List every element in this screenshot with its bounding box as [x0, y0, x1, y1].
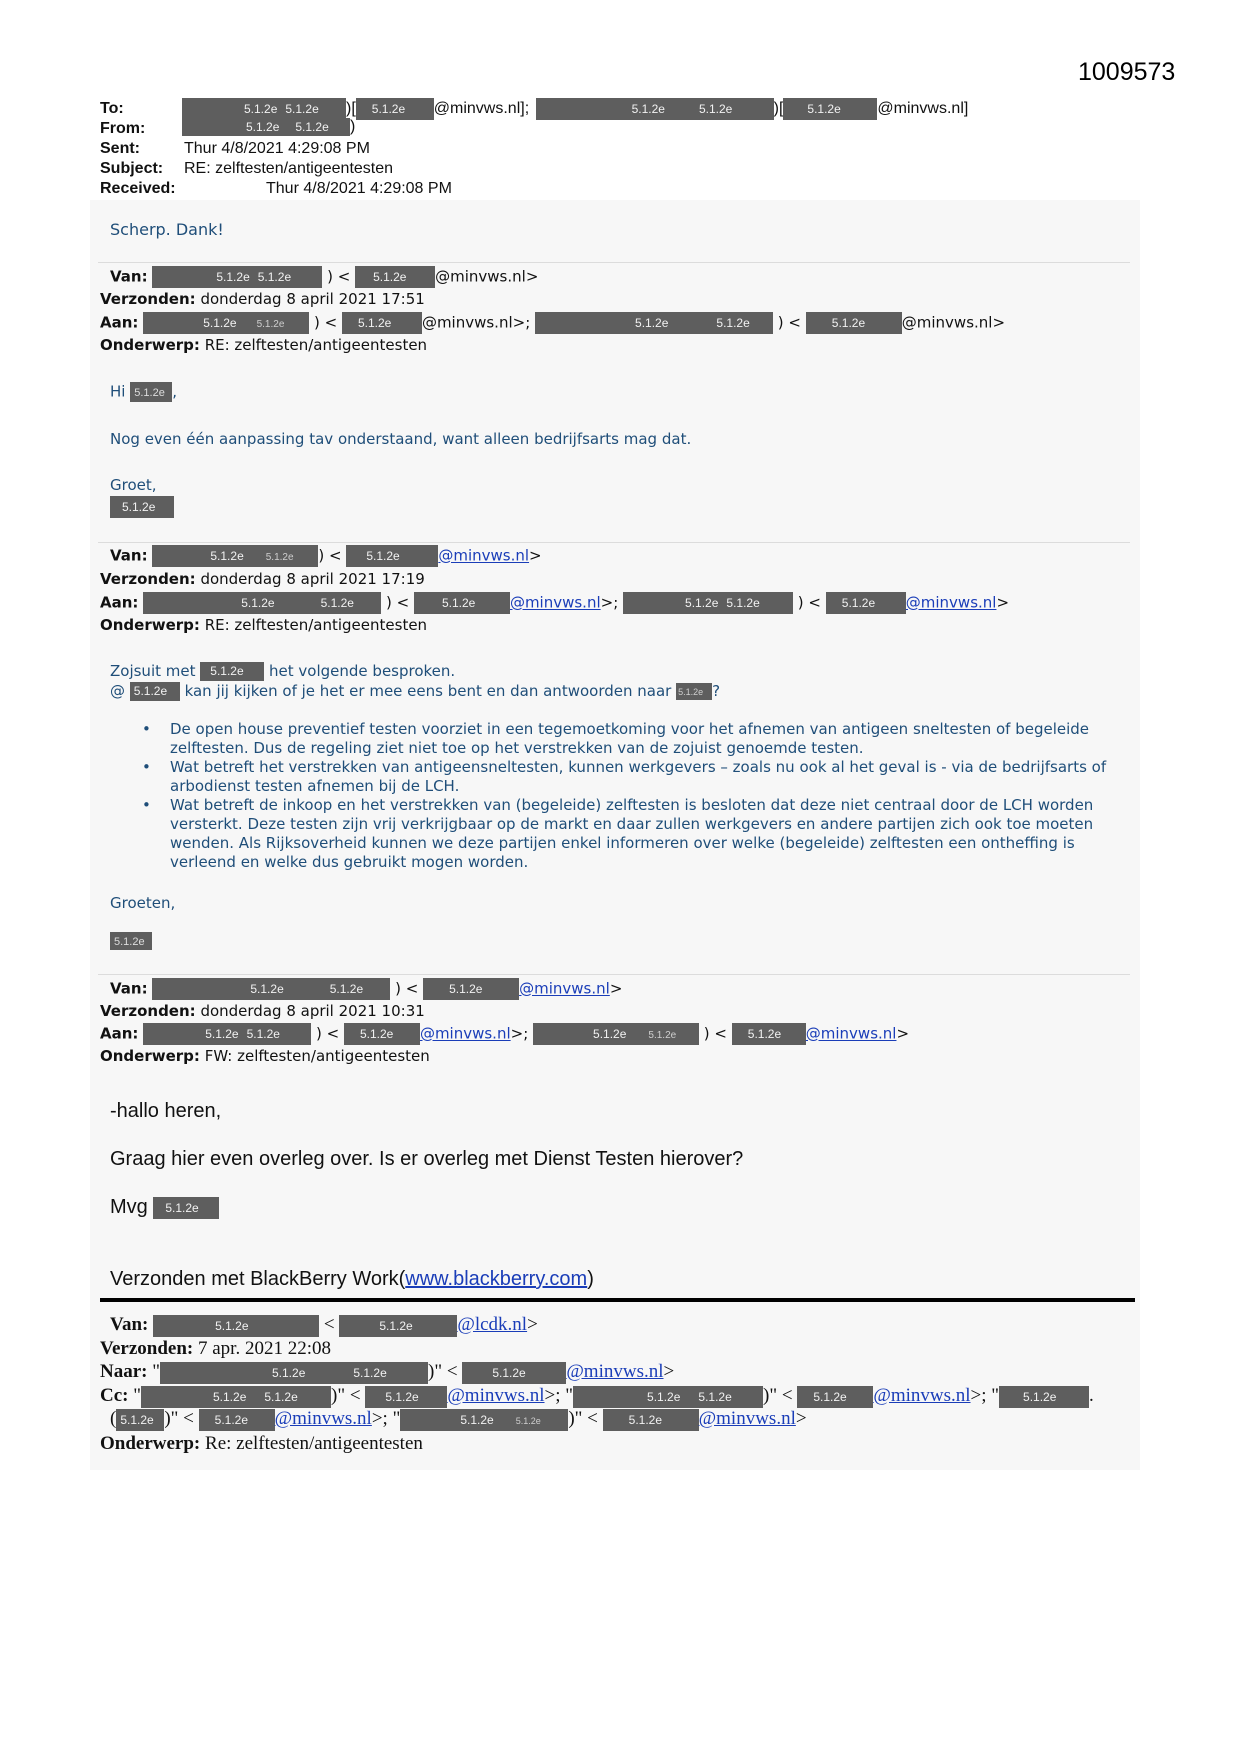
document-id: 1009573 — [1078, 58, 1176, 86]
received-value: Thur 4/8/2021 4:29:08 PM — [266, 180, 452, 197]
subject-value: RE: zelftesten/antigeentesten — [184, 160, 394, 177]
email3-aan-row: Aan: 5.1.2e 5.1.2e ) < 5.1.2e @minvws.nl>; 5.1.2e 5.1.2e ) < 5.1.2e @minvws.nl> — [100, 1023, 909, 1045]
header-from-values: 5.1.2e 5.1.2e ) — [182, 118, 355, 136]
redaction-block: 5.1.2e — [356, 98, 434, 120]
email3-line1: -hallo heren, — [110, 1100, 222, 1122]
email1-onderwerp-row: Onderwerp: RE: zelftesten/antigeentesten — [100, 336, 428, 354]
separator-thick-line — [100, 1298, 1135, 1302]
redaction-block: 5.1.2e 5.1.2e — [143, 1023, 311, 1045]
email-link[interactable]: @lcdk.nl — [457, 1314, 528, 1335]
email1-aan-row: Aan: 5.1.2e 5.1.2e ) < 5.1.2e @minvws.nl>; 5.1.2e 5.1.2e ) < 5.1.2e @minvws.nl> — [100, 312, 1005, 334]
header-to-row — [100, 100, 124, 118]
email4-cc-row-2: ( 5.1.2e )" < 5.1.2e @minvws.nl>; " 5.1.2e 5.1.2e )" < 5.1.2e @minvws.nl> — [110, 1408, 807, 1429]
redaction-block: 5.1.2e — [355, 266, 435, 288]
to-label: To: — [100, 100, 124, 117]
email2-intro2: @ 5.1.2e kan jij kijken of je het er mee eens bent en dan antwoorden naar 5.1.2e ? — [110, 682, 721, 700]
list-item: • De open house preventief testen voorziet in een tegemoetkoming voor het afnemen van antigeen sneltesten of begeleide zelftesten. Dus de regeling ziet niet toe op het verstrekken van de zojuist genoemde testen. — [142, 720, 1090, 757]
email-domain: @minvws.nl]; — [433, 100, 530, 118]
redaction-block: 5.1.2e — [414, 592, 510, 614]
blackberry-link[interactable]: www.blackberry.com — [405, 1268, 588, 1290]
redaction-block: 5.1.2e — [344, 1023, 420, 1045]
email3-mvg: Mvg 5.1.2e — [110, 1196, 219, 1219]
email3-line2: Graag hier even overleg over. Is er overleg met Dienst Testen hierover? — [110, 1148, 744, 1170]
email2-verzonden-row: Verzonden: donderdag 8 april 2021 17:19 — [100, 570, 425, 588]
email4-verzonden-row: Verzonden: 7 apr. 2021 22:08 — [100, 1338, 331, 1359]
separator-line — [98, 542, 1130, 543]
received-label: Received: — [100, 180, 176, 197]
separator-line — [98, 974, 1130, 975]
redaction-block: 5.1.2e — [423, 978, 519, 1000]
email-link[interactable]: @minvws.nl — [566, 1361, 664, 1382]
redaction-block: 5.1.2e 5.1.2e — [536, 98, 774, 120]
redaction-block: 5.1.2e — [130, 382, 172, 402]
redaction-block: 5.1.2e — [603, 1409, 699, 1431]
body-text: Scherp. Dank! — [110, 220, 224, 239]
email-link[interactable]: @minvws.nl — [447, 1385, 545, 1406]
redaction-block: 5.1.2e — [342, 312, 422, 334]
email1-closing: Groet, — [110, 476, 157, 494]
redaction-block: 5.1.2e 5.1.2e — [535, 312, 773, 334]
redaction-block: 5.1.2e — [199, 1409, 275, 1431]
email-link[interactable]: @minvws.nl — [873, 1385, 971, 1406]
redaction-block: 5.1.2e — [130, 682, 180, 701]
redaction-block: 5.1.2e 5.1.2e — [182, 118, 350, 136]
header-subject-row — [100, 160, 163, 178]
redaction-block: 5.1.2e — [339, 1315, 457, 1337]
redaction-block: 5.1.2e — [732, 1023, 806, 1045]
email2-closing: Groeten, — [110, 894, 176, 912]
redaction-block: 5.1.2e 5.1.2e — [533, 1023, 699, 1045]
redaction-block: 5.1.2e 5.1.2e — [143, 312, 309, 334]
redaction-block: 5.1.2e 5.1.2e — [152, 266, 322, 288]
header-sent-row — [100, 140, 140, 158]
email3-sent-with: Verzonden met BlackBerry Work(www.blackberry.com) — [110, 1268, 594, 1290]
redaction-block: 5.1.2e — [797, 1386, 873, 1408]
redaction-block: 5.1.2e 5.1.2e — [182, 98, 346, 120]
email1-van-row: Van: 5.1.2e 5.1.2e ) < 5.1.2e @minvws.nl> — [110, 266, 538, 288]
redaction-block: 5.1.2e 5.1.2e — [623, 592, 793, 614]
redaction-block: 5.1.2e — [110, 932, 152, 950]
email4-naar-row: Naar: " 5.1.2e 5.1.2e )" < 5.1.2e @minvws.nl> — [100, 1361, 675, 1382]
redaction-block: 5.1.2e 5.1.2e — [152, 545, 318, 567]
email1-line1: Nog even één aanpassing tav onderstaand, want alleen bedrijfsarts mag dat. — [110, 430, 692, 448]
redaction-block: 5.1.2e — [365, 1386, 447, 1408]
redaction-block: 5.1.2e 5.1.2e — [143, 592, 381, 614]
redaction-block: 5.1.2e — [462, 1362, 566, 1384]
email-link[interactable]: @minvws.nl — [519, 979, 610, 998]
redaction-block: 5.1.2e 5.1.2e — [141, 1386, 331, 1408]
email2-onderwerp-row: Onderwerp: RE: zelftesten/antigeentesten — [100, 616, 428, 634]
email-link[interactable]: @minvws.nl — [698, 1408, 796, 1429]
redaction-block: 5.1.2e — [153, 1315, 319, 1337]
redaction-block: 5.1.2e 5.1.2e — [573, 1386, 763, 1408]
redaction-block: 5.1.2e 5.1.2e — [152, 978, 390, 1000]
email-domain: @minvws.nl] — [877, 100, 969, 118]
email-link[interactable]: @minvws.nl — [509, 593, 601, 612]
email4-van-row: Van: 5.1.2e < 5.1.2e @lcdk.nl> — [110, 1314, 538, 1335]
sent-value: Thur 4/8/2021 4:29:08 PM — [184, 140, 370, 157]
redaction-block: 5.1.2e — [110, 496, 174, 518]
email-link[interactable]: @minvws.nl — [419, 1024, 511, 1043]
email2-bullet-list — [130, 720, 1130, 872]
email-link[interactable]: @minvws.nl — [905, 593, 997, 612]
redaction-block: 5.1.2e — [676, 683, 712, 700]
email2-signature — [110, 930, 152, 950]
redaction-block: 5.1.2e — [826, 592, 906, 614]
email2-aan-row: Aan: 5.1.2e 5.1.2e ) < 5.1.2e @minvws.nl>; 5.1.2e 5.1.2e ) < 5.1.2e @minvws.nl> — [100, 592, 1009, 614]
email-link[interactable]: @minvws.nl — [274, 1408, 372, 1429]
list-item: • Wat betreft het verstrekken van antigeensneltesten, kunnen werkgevers – zoals nu ook al het geval is - via de bedrijfsarts of arbodienst testen afnemen bij de LCH. — [142, 758, 1107, 795]
email4-cc-row: Cc: " 5.1.2e 5.1.2e )" < 5.1.2e @minvws.nl>; " 5.1.2e 5.1.2e )" < 5.1.2e @minvws.nl>; " 5.1.2e . — [100, 1385, 1094, 1406]
sent-label: Sent: — [100, 140, 140, 157]
redaction-block: 5.1.2e — [346, 545, 438, 567]
redaction-block: 5.1.2e — [153, 1197, 219, 1219]
header-to-values: 5.1.2e 5.1.2e )[ 5.1.2e @minvws.nl]; 5.1.2e 5.1.2e )[ 5.1.2e @minvws.nl] — [182, 98, 968, 120]
redaction-block: 5.1.2e — [783, 98, 877, 120]
email1-verzonden-row: Verzonden: donderdag 8 april 2021 17:51 — [100, 290, 425, 308]
redaction-block: 5.1.2e — [999, 1386, 1089, 1408]
list-item: • Wat betreft de inkoop en het verstrekken van (begeleide) zelftesten is besloten dat deze niet centraal door de LCH worden versterkt. Deze testen zijn vrij verkrijgbaar op de markt en daar zullen werkgevers en andere partijen zich ook toe moeten wenden. Als Rijksoverheid kunnen we deze partijen enkel informeren over welke (begeleide) zelftesten een ontheffing is verleend en welke dus gebruikt mogen worden. — [142, 796, 1094, 871]
separator-line — [98, 262, 1130, 263]
redaction-block: 5.1.2e — [200, 662, 264, 681]
email-link[interactable]: @minvws.nl — [805, 1024, 897, 1043]
redaction-block: 5.1.2e — [116, 1409, 164, 1431]
redaction-block: 5.1.2e 5.1.2e — [400, 1409, 568, 1431]
email3-verzonden-row: Verzonden: donderdag 8 april 2021 10:31 — [100, 1002, 425, 1020]
subject-label: Subject: — [100, 160, 164, 177]
from-label: From: — [100, 120, 146, 137]
email3-van-row: Van: 5.1.2e 5.1.2e ) < 5.1.2e @minvws.nl> — [110, 978, 622, 1000]
email1-signature — [110, 496, 174, 518]
email1-greeting: Hi 5.1.2e , — [110, 382, 178, 401]
header-received-row — [100, 180, 176, 198]
redaction-block: 5.1.2e — [806, 312, 902, 334]
email3-onderwerp-row: Onderwerp: FW: zelftesten/antigeentesten — [100, 1047, 430, 1065]
header-from-row — [100, 120, 145, 138]
redaction-block: 5.1.2e 5.1.2e — [160, 1362, 428, 1384]
email-link[interactable]: @minvws.nl — [438, 546, 530, 565]
email2-van-row: Van: 5.1.2e 5.1.2e ) < 5.1.2e @minvws.nl> — [110, 545, 542, 567]
email2-intro1: Zojsuit met 5.1.2e het volgende besproken. — [110, 662, 456, 680]
email4-onderwerp-row: Onderwerp: Re: zelftesten/antigeentesten — [100, 1433, 423, 1454]
